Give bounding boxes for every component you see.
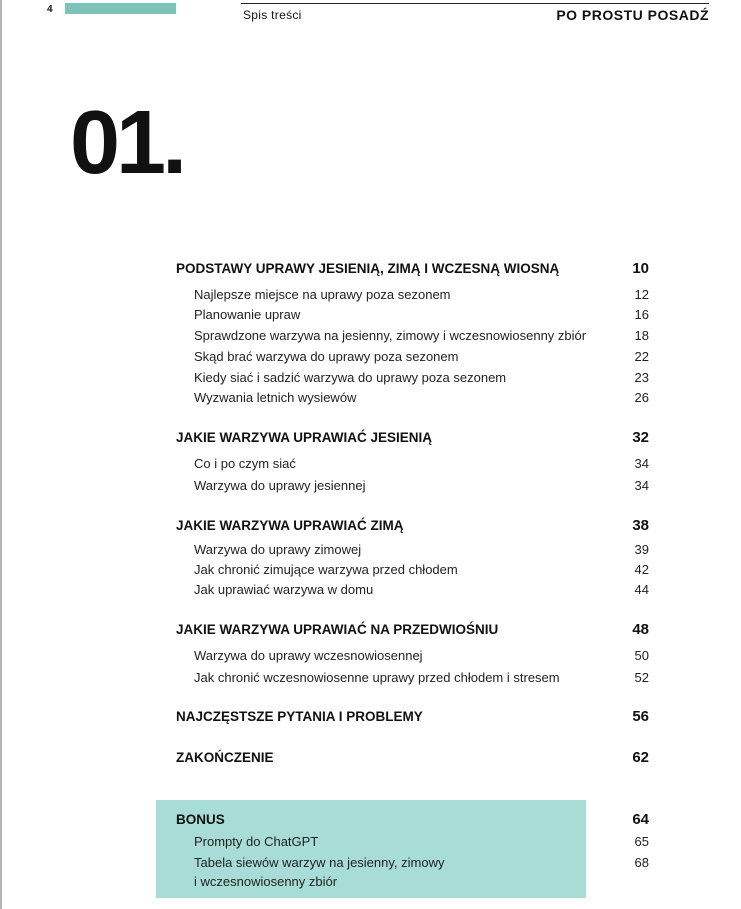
toc-item-title: Jak chronić wczesnowiosenne uprawy przed chłodem i stresem — [194, 670, 560, 685]
toc-item-page: 50 — [634, 648, 649, 663]
toc-chapter-title: JAKIE WARZYWA UPRAWIAĆ ZIMĄ — [176, 518, 404, 533]
toc-item[interactable] — [0, 326, 741, 346]
toc-chapter-autumn[interactable] — [0, 430, 741, 450]
toc-item-page: 23 — [634, 370, 649, 385]
toc-chapter-title: PODSTAWY UPRAWY JESIENIĄ, ZIMĄ I WCZESNĄ WIOSNĄ — [176, 261, 560, 276]
toc-item-page: 52 — [634, 670, 649, 685]
toc-item[interactable] — [0, 347, 741, 367]
toc-item-page: 16 — [634, 307, 649, 322]
toc-chapter-basics[interactable] — [0, 261, 741, 281]
toc-item-page: 68 — [634, 855, 649, 870]
toc-item-title: Jak uprawiać warzywa w domu — [194, 582, 374, 597]
toc-item[interactable] — [0, 285, 741, 305]
toc-item[interactable] — [0, 668, 741, 688]
toc-item-page: 18 — [634, 328, 649, 343]
toc-item-page: 12 — [634, 287, 649, 302]
toc-item-page: 34 — [634, 478, 649, 493]
toc-item-title: Warzywa do uprawy jesiennej — [194, 478, 366, 493]
toc-item-page: 44 — [634, 582, 649, 597]
toc-item[interactable] — [0, 832, 741, 852]
toc-item[interactable] — [0, 454, 741, 474]
toc-chapter-page: 48 — [632, 621, 649, 638]
toc-chapter-faq[interactable] — [0, 709, 741, 729]
toc-chapter-page: 10 — [632, 260, 649, 277]
toc-item[interactable] — [0, 646, 741, 666]
toc-item[interactable] — [0, 540, 741, 560]
page-number: 4 — [47, 4, 53, 15]
toc-chapter-page: 64 — [632, 811, 649, 828]
toc-item[interactable] — [0, 580, 741, 600]
toc-item-page: 39 — [634, 542, 649, 557]
toc-item-page: 22 — [634, 349, 649, 364]
toc-item-title: Co i po czym siać — [194, 456, 296, 471]
toc-item-title: Najlepsze miejsce na uprawy poza sezonem — [194, 287, 451, 302]
toc-item-title: Planowanie upraw — [194, 307, 301, 322]
toc-chapter-early-spring[interactable] — [0, 622, 741, 642]
toc-item-title: Prompty do ChatGPT — [194, 834, 319, 849]
toc-item-page: 42 — [634, 562, 649, 577]
toc-chapter-page: 62 — [632, 749, 649, 766]
toc-item-title: Warzywa do uprawy zimowej — [194, 542, 362, 557]
toc-chapter-page: 38 — [632, 517, 649, 534]
toc-chapter-title: JAKIE WARZYWA UPRAWIAĆ NA PRZEDWIOŚNIU — [176, 622, 499, 637]
toc-item[interactable] — [0, 560, 741, 580]
section-label: Spis treści — [243, 8, 302, 22]
toc-item-title-continuation: i wczesnowiosenny zbiór — [194, 874, 338, 889]
toc-item-title: Sprawdzone warzywa na jesienny, zimowy i wczesnowiosenny zbiór — [194, 328, 587, 343]
toc-item[interactable] — [0, 305, 741, 325]
toc-item-title: Jak chronić zimujące warzywa przed chłodem — [194, 562, 458, 577]
toc-item-title: Tabela siewów warzyw na jesienny, zimowy — [194, 855, 445, 870]
header-accent-bar — [65, 3, 176, 14]
toc-item[interactable] — [0, 388, 741, 408]
toc-chapter-title: BONUS — [176, 812, 225, 827]
book-title: PO PROSTU POSADŹ — [556, 7, 709, 23]
toc-item[interactable] — [0, 476, 741, 496]
toc-item-title: Kiedy siać i sadzić warzywa do uprawy poza sezonem — [194, 370, 507, 385]
toc-item[interactable] — [0, 368, 741, 388]
toc-item-page: 26 — [634, 390, 649, 405]
toc-chapter-winter[interactable] — [0, 518, 741, 538]
chapter-number: 01. — [70, 93, 184, 193]
toc-chapter-title: ZAKOŃCZENIE — [176, 750, 274, 765]
toc-chapter-title: JAKIE WARZYWA UPRAWIAĆ JESIENIĄ — [176, 430, 433, 445]
toc-chapter-bonus[interactable] — [0, 812, 741, 832]
toc-chapter-page: 56 — [632, 708, 649, 725]
toc-item-title: Skąd brać warzywa do uprawy poza sezonem — [194, 349, 459, 364]
toc-item-title: Warzywa do uprawy wczesnowiosennej — [194, 648, 423, 663]
toc-chapter-page: 32 — [632, 429, 649, 446]
header-rule — [241, 3, 709, 4]
toc-chapter-conclusion[interactable] — [0, 750, 741, 770]
toc-chapter-title: NAJCZĘSTSZE PYTANIA I PROBLEMY — [176, 709, 423, 724]
toc-item[interactable] — [0, 853, 741, 873]
toc-item-page: 65 — [634, 834, 649, 849]
toc-item-page: 34 — [634, 456, 649, 471]
toc-item-title: Wyzwania letnich wysiewów — [194, 390, 357, 405]
